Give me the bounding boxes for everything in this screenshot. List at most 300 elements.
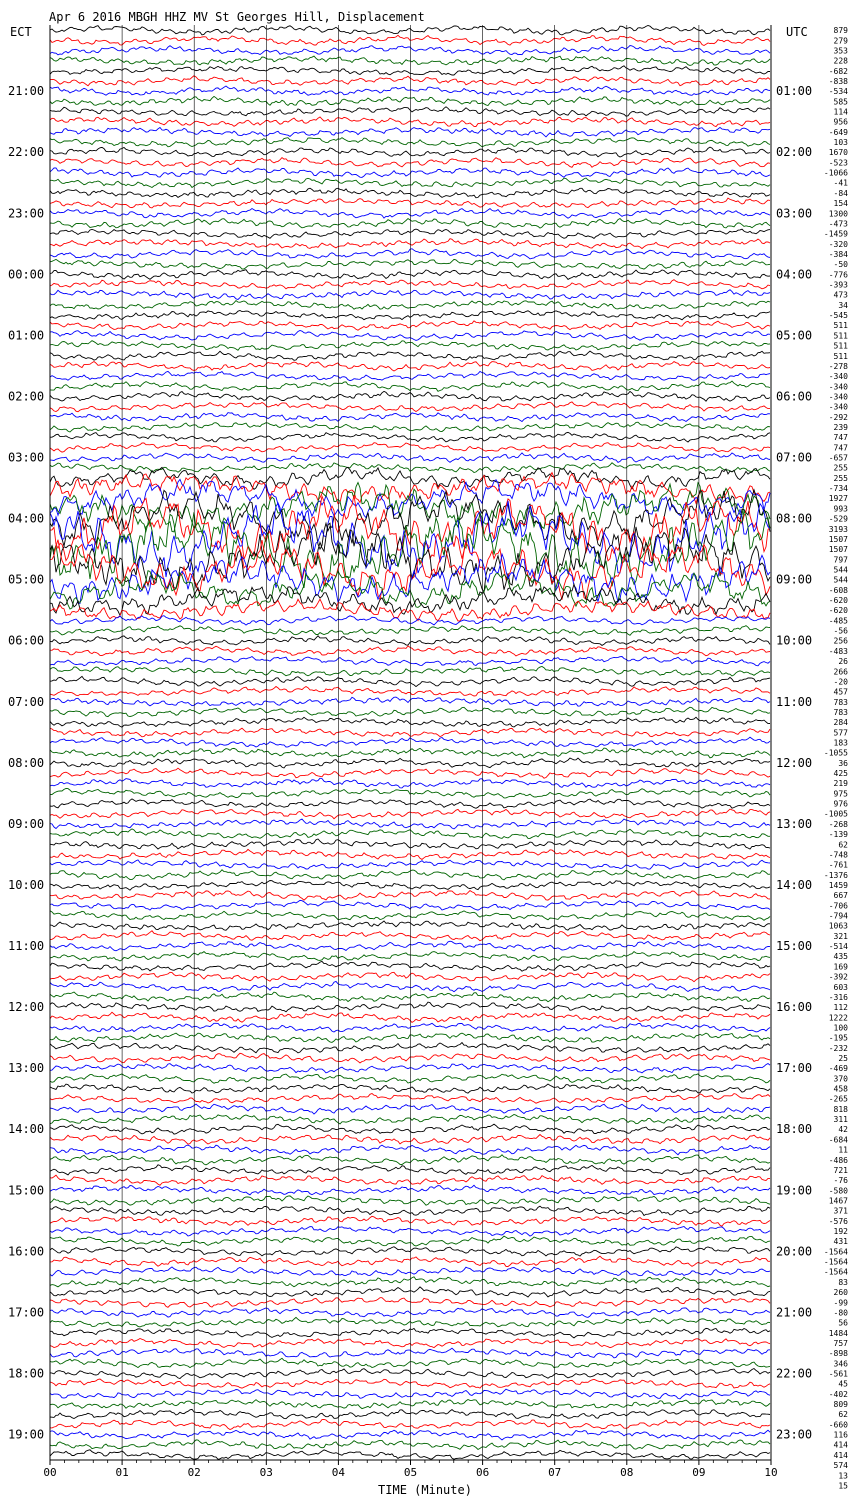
row-offset-label: 603 — [833, 982, 848, 992]
row-offset-label: -195 — [828, 1033, 848, 1043]
row-offset-label: 114 — [833, 107, 848, 117]
trace-row — [50, 259, 770, 269]
trace-row — [50, 443, 770, 452]
left-hour-label: 14:00 — [8, 1122, 45, 1137]
row-offset-label: -576 — [828, 1216, 848, 1226]
trace-row — [50, 728, 770, 737]
trace-row — [50, 1074, 770, 1083]
trace-row — [50, 188, 770, 198]
row-offset-label: 256 — [833, 636, 848, 646]
trace-row — [50, 1256, 770, 1266]
trace-row — [50, 860, 770, 869]
row-offset-label: 11 — [838, 1145, 848, 1155]
row-offset-label: 975 — [833, 789, 848, 799]
trace-row — [50, 239, 770, 249]
trace-row — [50, 1389, 770, 1399]
row-offset-label: 425 — [833, 769, 848, 779]
trace-row — [50, 362, 770, 372]
x-axis-ticks — [43, 1460, 777, 1479]
trace-row — [50, 1033, 770, 1042]
trace-row — [50, 961, 770, 971]
row-offset-label: 747 — [833, 433, 848, 443]
row-offset-label: -99 — [833, 1298, 848, 1308]
trace-row — [50, 1369, 770, 1379]
row-offset-label: -41 — [833, 178, 848, 188]
row-offset-label: 260 — [833, 1288, 848, 1298]
row-offset-label: -384 — [828, 249, 848, 259]
row-offset-label: 36 — [838, 758, 848, 768]
x-tick-label: 04 — [331, 1466, 346, 1479]
row-offset-label: 219 — [833, 779, 848, 789]
trace-row — [50, 1247, 770, 1256]
row-offset-label: -706 — [828, 901, 848, 911]
row-offset-label: 1222 — [828, 1013, 848, 1023]
row-offset-label: -1564 — [823, 1257, 848, 1267]
row-offset-label: -608 — [828, 585, 848, 595]
row-offset-label: -20 — [833, 677, 848, 687]
row-offset-label: 255 — [833, 473, 848, 483]
row-offset-label: 15 — [838, 1481, 848, 1491]
trace-row — [50, 290, 770, 300]
left-hour-label: 18:00 — [8, 1366, 45, 1381]
trace-row — [50, 1084, 770, 1093]
row-offset-labels — [824, 26, 848, 1490]
row-offset-label: -278 — [828, 361, 848, 371]
trace-row — [50, 687, 770, 697]
row-offset-label: 1063 — [828, 921, 848, 931]
row-offset-label: -529 — [828, 514, 848, 524]
row-offset-label: -76 — [833, 1176, 848, 1186]
row-offset-label: -1564 — [823, 1247, 848, 1257]
trace-row — [50, 921, 770, 930]
row-offset-label: 183 — [833, 738, 848, 748]
trace-row — [50, 56, 770, 65]
row-offset-label: -50 — [833, 260, 848, 270]
row-offset-label: -473 — [828, 219, 848, 229]
right-hour-label: 02:00 — [776, 145, 813, 160]
right-hour-labels — [776, 84, 812, 1441]
trace-row — [50, 1053, 770, 1063]
trace-row — [50, 1115, 770, 1124]
row-offset-label: 585 — [833, 97, 848, 107]
trace-row — [50, 198, 770, 208]
row-offset-label: -80 — [833, 1308, 848, 1318]
row-offset-label: -268 — [828, 819, 848, 829]
row-offset-label: -898 — [828, 1349, 848, 1359]
x-tick-label: 07 — [548, 1466, 562, 1479]
row-offset-label: -340 — [828, 402, 848, 412]
trace-row — [50, 676, 770, 686]
left-hour-label: 07:00 — [8, 694, 45, 709]
x-tick-label: 05 — [403, 1466, 418, 1479]
row-offset-label: 42 — [838, 1125, 848, 1135]
trace-row — [50, 147, 770, 157]
row-offset-label: 956 — [833, 117, 848, 127]
row-offset-label: 116 — [833, 1430, 848, 1440]
row-offset-label: 414 — [833, 1450, 848, 1460]
right-hour-label: 05:00 — [776, 328, 813, 343]
x-tick-label: 10 — [764, 1466, 778, 1479]
trace-row — [50, 301, 770, 310]
trace-row — [50, 1298, 770, 1308]
row-offset-label: 667 — [833, 891, 848, 901]
trace-row — [50, 35, 770, 45]
row-offset-label: -523 — [828, 158, 848, 168]
chart-title: Apr 6 2016 MBGH HHZ MV St Georges Hill, Displacement — [49, 10, 425, 24]
row-offset-label: 371 — [833, 1206, 848, 1216]
trace-row — [50, 331, 770, 341]
trace-row — [50, 209, 770, 219]
trace-row — [50, 402, 770, 412]
trace-row — [50, 1267, 770, 1276]
trace-row — [50, 1420, 770, 1430]
trace-row — [50, 1409, 770, 1418]
row-offset-label: 346 — [833, 1359, 848, 1369]
right-hour-label: 16:00 — [776, 1000, 813, 1015]
row-offset-label: 34 — [838, 300, 848, 310]
row-offset-label: -545 — [828, 311, 848, 321]
trace-row — [50, 495, 770, 561]
right-hour-label: 08:00 — [776, 511, 813, 526]
row-offset-label: -748 — [828, 850, 848, 860]
right-hour-label: 19:00 — [776, 1183, 813, 1198]
right-hour-label: 18:00 — [776, 1122, 813, 1137]
trace-row — [50, 1064, 770, 1073]
row-offset-label: -620 — [828, 606, 848, 616]
row-offset-label: 511 — [833, 321, 848, 331]
row-offset-label: -292 — [828, 412, 848, 422]
trace-row — [50, 1094, 770, 1104]
trace-row — [50, 1277, 770, 1287]
row-offset-label: -340 — [828, 382, 848, 392]
row-offset-label: 56 — [838, 1318, 848, 1328]
left-hour-label: 03:00 — [8, 450, 45, 465]
right-hour-label: 01:00 — [776, 84, 813, 99]
right-hour-label: 13:00 — [776, 816, 813, 831]
right-hour-label: 23:00 — [776, 1427, 813, 1442]
row-offset-label: 544 — [833, 565, 848, 575]
trace-row — [50, 1196, 770, 1205]
trace-row — [50, 789, 770, 798]
right-hour-label: 22:00 — [776, 1366, 813, 1381]
row-offset-label: 266 — [833, 667, 848, 677]
row-offset-label: 1300 — [828, 209, 848, 219]
row-offset-label: 311 — [833, 1115, 848, 1125]
right-hour-label: 15:00 — [776, 939, 813, 954]
x-tick-label: 02 — [187, 1466, 201, 1479]
row-offset-label: 370 — [833, 1074, 848, 1084]
left-hour-label: 08:00 — [8, 755, 45, 770]
row-offset-label: -320 — [828, 239, 848, 249]
x-tick-label: 00 — [43, 1466, 57, 1479]
row-offset-label: 103 — [833, 138, 848, 148]
row-offset-label: 1507 — [828, 534, 848, 544]
row-offset-label: -776 — [828, 270, 848, 280]
trace-row — [50, 1216, 770, 1226]
row-offset-label: -1459 — [823, 229, 848, 239]
trace-row — [50, 1430, 770, 1440]
row-offset-label: -684 — [828, 1135, 848, 1145]
trace-row — [50, 829, 770, 839]
trace-row — [50, 910, 770, 920]
row-offset-label: 228 — [833, 56, 848, 66]
row-offset-label: -1055 — [823, 748, 848, 758]
row-offset-label: 3193 — [828, 524, 848, 534]
trace-row — [50, 1043, 770, 1053]
left-hour-label: 04:00 — [8, 511, 45, 526]
trace-row — [50, 280, 770, 289]
right-zone-label: UTC — [786, 25, 808, 39]
trace-row — [50, 1400, 770, 1409]
right-hour-label: 06:00 — [776, 389, 813, 404]
trace-row — [50, 391, 770, 401]
row-offset-label: -794 — [828, 911, 848, 921]
row-offset-label: -340 — [828, 392, 848, 402]
row-offset-label: -838 — [828, 76, 848, 86]
row-offset-label: 321 — [833, 931, 848, 941]
trace-row — [50, 778, 770, 788]
trace-row — [50, 1124, 770, 1134]
trace-row — [50, 371, 770, 380]
row-offset-label: 169 — [833, 962, 848, 972]
row-offset-label: 26 — [838, 657, 848, 667]
trace-row — [50, 229, 770, 238]
trace-row — [50, 96, 770, 105]
left-hour-label: 00:00 — [8, 267, 45, 282]
trace-row — [50, 127, 770, 136]
trace-row — [50, 1339, 770, 1348]
row-offset-label: 435 — [833, 952, 848, 962]
row-offset-label: 574 — [833, 1461, 848, 1471]
trace-row — [50, 697, 770, 706]
row-offset-label: -514 — [828, 942, 848, 952]
row-offset-label: 414 — [833, 1440, 848, 1450]
trace-row — [50, 117, 770, 127]
row-offset-label: 62 — [838, 1410, 848, 1420]
right-hour-label: 09:00 — [776, 572, 813, 587]
row-offset-label: 1467 — [828, 1196, 848, 1206]
row-offset-label: -660 — [828, 1420, 848, 1430]
trace-row — [50, 270, 770, 280]
trace-row — [50, 1236, 770, 1246]
left-hour-label: 05:00 — [8, 572, 45, 587]
trace-row — [50, 992, 770, 1002]
trace-row — [50, 1185, 770, 1195]
trace-row — [50, 1104, 770, 1114]
left-hour-label: 09:00 — [8, 816, 45, 831]
row-offset-label: 544 — [833, 575, 848, 585]
row-offset-label: -393 — [828, 280, 848, 290]
left-hour-label: 06:00 — [8, 633, 45, 648]
left-hour-label: 02:00 — [8, 389, 45, 404]
row-offset-label: 1927 — [828, 494, 848, 504]
row-offset-label: -469 — [828, 1064, 848, 1074]
trace-row — [50, 86, 770, 95]
trace-row — [50, 1023, 770, 1032]
trace-row — [50, 1135, 770, 1145]
right-hour-label: 10:00 — [776, 633, 813, 648]
trace-row — [50, 249, 770, 259]
row-offset-label: 112 — [833, 1003, 848, 1013]
row-offset-label: -483 — [828, 646, 848, 656]
trace-row — [50, 900, 770, 910]
trace-row — [50, 799, 770, 808]
right-hour-label: 20:00 — [776, 1244, 813, 1259]
trace-row — [50, 707, 770, 716]
row-offset-label: -139 — [828, 830, 848, 840]
row-offset-label: -56 — [833, 626, 848, 636]
row-offset-label: 100 — [833, 1023, 848, 1033]
right-hour-label: 04:00 — [776, 267, 813, 282]
row-offset-label: -316 — [828, 992, 848, 1002]
row-offset-label: 83 — [838, 1277, 848, 1287]
left-hour-label: 11:00 — [8, 939, 45, 954]
row-offset-label: 13 — [838, 1471, 848, 1481]
row-offset-label: -734 — [828, 484, 848, 494]
left-hour-label: 12:00 — [8, 1000, 45, 1015]
row-offset-label: 818 — [833, 1104, 848, 1114]
right-hour-label: 07:00 — [776, 450, 813, 465]
right-hour-label: 21:00 — [776, 1305, 813, 1320]
trace-row — [50, 1227, 770, 1237]
row-offset-label: 279 — [833, 36, 848, 46]
row-offset-label: 757 — [833, 1338, 848, 1348]
trace-row — [50, 158, 770, 168]
trace-row — [50, 76, 770, 86]
row-offset-label: 458 — [833, 1084, 848, 1094]
left-hour-label: 19:00 — [8, 1427, 45, 1442]
row-offset-label: 284 — [833, 718, 848, 728]
x-axis-label: TIME (Minute) — [378, 1483, 472, 1497]
trace-row — [50, 819, 770, 829]
trace-row — [50, 768, 770, 778]
trace-row — [50, 381, 770, 391]
trace-row — [50, 1175, 770, 1185]
left-hour-label: 13:00 — [8, 1061, 45, 1076]
row-offset-label: -580 — [828, 1186, 848, 1196]
row-offset-label: 511 — [833, 351, 848, 361]
row-offset-label: -486 — [828, 1155, 848, 1165]
row-offset-label: 577 — [833, 728, 848, 738]
row-offset-label: -485 — [828, 616, 848, 626]
row-offset-label: 473 — [833, 290, 848, 300]
trace-row — [50, 311, 770, 320]
trace-row — [50, 1308, 770, 1318]
row-offset-label: -1376 — [823, 870, 848, 880]
right-hour-label: 03:00 — [776, 206, 813, 221]
trace-row — [50, 626, 770, 636]
row-offset-label: 879 — [833, 26, 848, 36]
trace-row — [50, 26, 770, 35]
trace-row — [50, 881, 770, 891]
trace-row — [50, 748, 770, 758]
left-hour-label: 17:00 — [8, 1305, 45, 1320]
trace-row — [50, 972, 770, 981]
right-hour-label: 14:00 — [776, 877, 813, 892]
row-offset-label: 809 — [833, 1400, 848, 1410]
trace-row — [50, 891, 770, 901]
trace-row — [50, 737, 770, 747]
row-offset-label: -649 — [828, 127, 848, 137]
row-offset-label: 192 — [833, 1227, 848, 1237]
row-offset-label: 45 — [838, 1379, 848, 1389]
trace-row — [50, 107, 770, 116]
trace-row — [50, 849, 770, 859]
row-offset-label: 1459 — [828, 880, 848, 890]
trace-row — [50, 981, 770, 991]
right-hour-label: 12:00 — [776, 755, 813, 770]
x-tick-label: 01 — [115, 1466, 129, 1479]
row-offset-label: -392 — [828, 972, 848, 982]
trace-row — [50, 138, 770, 147]
left-hour-label: 15:00 — [8, 1183, 45, 1198]
row-offset-label: 721 — [833, 1165, 848, 1175]
row-offset-label: 993 — [833, 504, 848, 514]
row-offset-label: -657 — [828, 453, 848, 463]
row-offset-label: 62 — [838, 840, 848, 850]
row-offset-label: 255 — [833, 463, 848, 473]
trace-row — [50, 219, 770, 229]
row-offset-label: -1066 — [823, 168, 848, 178]
row-offset-label: 783 — [833, 707, 848, 717]
right-hour-label: 17:00 — [776, 1061, 813, 1076]
row-offset-label: -682 — [828, 66, 848, 76]
row-offset-label: -265 — [828, 1094, 848, 1104]
right-hour-label: 11:00 — [776, 694, 813, 709]
trace-row — [50, 1206, 770, 1215]
trace-row — [50, 1145, 770, 1155]
row-offset-label: 1507 — [828, 545, 848, 555]
trace-row — [50, 46, 770, 55]
trace-row — [50, 178, 770, 188]
row-offset-label: -1564 — [823, 1267, 848, 1277]
row-offset-label: -1005 — [823, 809, 848, 819]
row-offset-label: -561 — [828, 1369, 848, 1379]
left-hour-labels — [8, 84, 44, 1441]
trace-row — [50, 758, 770, 768]
row-offset-label: -761 — [828, 860, 848, 870]
trace-row — [50, 839, 770, 849]
trace-row — [50, 168, 770, 178]
left-hour-label: 22:00 — [8, 145, 45, 160]
row-offset-label: 511 — [833, 341, 848, 351]
row-offset-label: 431 — [833, 1237, 848, 1247]
trace-row — [50, 463, 770, 473]
trace-row — [50, 809, 770, 819]
trace-row — [50, 66, 770, 75]
trace-row — [50, 351, 770, 360]
left-hour-label: 21:00 — [8, 84, 45, 99]
row-offset-label: 976 — [833, 799, 848, 809]
trace-row — [50, 1155, 770, 1165]
row-offset-label: 154 — [833, 199, 848, 209]
row-offset-label: 1484 — [828, 1328, 848, 1338]
trace-layer — [50, 26, 770, 1460]
trace-row — [50, 646, 770, 656]
row-offset-label: 1670 — [828, 148, 848, 158]
row-offset-label: 511 — [833, 331, 848, 341]
row-offset-label: -232 — [828, 1043, 848, 1053]
trace-row — [50, 321, 770, 330]
row-offset-label: -402 — [828, 1389, 848, 1399]
trace-row — [50, 870, 770, 880]
trace-row — [50, 952, 770, 961]
trace-row — [50, 667, 770, 677]
trace-row — [50, 717, 770, 727]
x-tick-label: 09 — [692, 1466, 706, 1479]
trace-row — [50, 657, 770, 666]
row-offset-label: -620 — [828, 596, 848, 606]
